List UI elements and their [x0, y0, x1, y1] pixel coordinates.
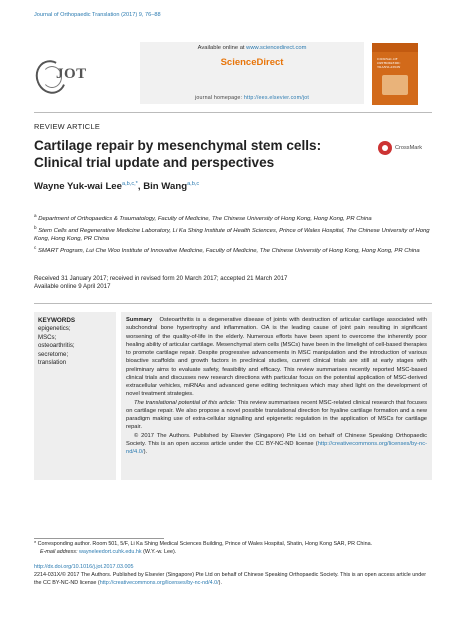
summary-text: [126, 316, 427, 456]
article-type: REVIEW ARTICLE: [34, 122, 101, 131]
corresponding-author-note: [34, 541, 432, 556]
keyword-item: epigenetics;: [38, 325, 71, 332]
affiliations: [34, 212, 432, 256]
cover-title: JOURNAL OF ORTHOPAEDIC TRANSLATION: [377, 57, 401, 70]
author-2-affil[interactable]: a,b,c: [187, 181, 200, 187]
email-link[interactable]: wayneleedort.cuhk.edu.hk: [78, 548, 142, 555]
email-end: (W.Y.-w. Lee).: [141, 548, 177, 555]
keyword-item: secretome;: [38, 350, 69, 358]
cover-stripe: [372, 43, 418, 52]
copyright-text: © 2017 The Authors. Published by Elsevier (Singapore) Pte Ltd on behalf of Chinese Speaking Orthopaedic Society. This is an open access article under the CC BY-NC-ND license (: [126, 432, 427, 447]
author-2: Bin Wang: [143, 181, 188, 193]
abstract-divider: [34, 303, 432, 304]
author-1-affil[interactable]: a,b,c,*: [121, 181, 138, 187]
author-separator: ,: [137, 181, 144, 193]
bottom-license-link[interactable]: http://creativecommons.org/licenses/by-nc-nd/4.0/: [99, 579, 219, 586]
affil-text: Stem Cells and Regenerative Medicine Laboratory, Li Ka Shing Institute of Health Sciences, Prince of Wales Hospital, The Chinese University of Hong Kong, Hong Kong, PR China: [34, 227, 430, 243]
doi-link[interactable]: http://dx.doi.org/10.1016/j.jot.2017.03.005: [34, 564, 134, 570]
corresponding-address: * Corresponding author. Room 501, 5/F, Li Ka Shing Medical Sciences Building, Prince of Wales Hospital, Shatin, Hong Kong SAR, PR China.: [34, 541, 373, 547]
title-line-2: Clinical trial update and perspectives: [34, 155, 275, 170]
crossmark-label: CrossMark: [395, 145, 423, 151]
jot-logo: [34, 52, 92, 102]
keyword-item: translation: [38, 359, 67, 367]
sciencedirect-logo: ScienceDirect: [220, 57, 284, 68]
issn-line: [34, 572, 432, 588]
author-1: Wayne Yuk-wai Lee: [34, 181, 122, 193]
translational-paragraph: [126, 399, 427, 432]
summary-body: Osteoarthritis is a degenerative disease of joints with destruction of articular cartilage associated with subchondral bone hypertrophy and inflammation. OA is the leading cause of joint pain resulting in significant worsening of the quality-of-life in the elderly. Numerous efforts have been spent to overcome the inherently poor healing ability of articular cartilage. Mesenchymal stem cells (MSCs) have been in the limelight of cell-based therapies to promote cartilage repair. Despite progressive advancements in MSC manipulation and the introduction of various bioactive scaffolds and growth factors in preclinical studies, current clinical trials are still at early stages with preliminary aims to evaluate safety, feasibility and efficacy. This review summarises recently reported MSC-based clinical trials and discusses new research directions with particular focus on the potential application of MSC-derived extracellular vehicles, miRNAs and advanced gene editing techniques which may shed light on the development of novel treatment strategies.: [126, 317, 427, 398]
journal-reference: Journal of Orthopaedic Translation (2017) 9, 76–88: [34, 12, 161, 18]
affiliation-b: [34, 224, 432, 244]
homepage-prefix: journal homepage:: [194, 95, 244, 101]
available-date: Available online 9 April 2017: [34, 283, 111, 291]
copyright-paragraph: [126, 432, 427, 457]
author-list: [34, 181, 199, 192]
translational-body: This review summarises recent MSC-related clinical research that focuses on cartilage repair. We also propose a novel possible translational direction for hyaline cartilage formation and a new paradigm making use of extra-cellular signalling and epigenetic regulation in the application of MSCs for cartilage repair.: [126, 399, 427, 431]
article-identifiers: [34, 564, 432, 587]
journal-homepage: [140, 95, 364, 101]
article-dates: [34, 275, 432, 292]
issn-end: ).: [218, 579, 222, 586]
affiliation-a: [34, 212, 432, 223]
sciencedirect-link[interactable]: www.sciencedirect.com: [246, 45, 307, 51]
article-title: [34, 137, 364, 171]
issn-text: 2214-031X/© 2017 The Authors. Published by Elsevier (Singapore) Pte Ltd on behalf of Chinese Speaking Orthopaedic Society. This is an open access article under the CC BY-NC-ND license (: [34, 571, 427, 586]
footnote-divider: [34, 538, 164, 539]
keywords-list: [38, 325, 75, 368]
affil-sup: a: [34, 213, 37, 218]
available-online: [140, 45, 364, 51]
keyword-item: osteoarthritis;: [38, 342, 75, 350]
copyright-end: ).: [143, 449, 148, 455]
translational-label: The translational potential of this article:: [134, 399, 236, 406]
summary-paragraph: [126, 316, 427, 399]
email-line: [34, 549, 432, 557]
summary-label: Summary: [126, 317, 153, 323]
affil-text: Department of Orthopaedics & Traumatology, Faculty of Medicine, The Chinese University of Hong Kong, Hong Kong, PR China: [38, 215, 372, 222]
affil-text: SMART Program, Lui Che Woo Institute of Innovative Medicine, Faculty of Medicine, The Chinese University of Hong Kong, Hong Kong, PR China: [37, 247, 420, 254]
affil-sup: b: [34, 224, 37, 230]
journal-cover: [372, 43, 418, 105]
logo-text: JOT: [56, 66, 87, 82]
header-divider: [34, 112, 432, 113]
license-link[interactable]: http://creativecommons.org/licenses/by-nc-nd/4.0/: [126, 440, 427, 455]
title-line-1: Cartilage repair by mesenchymal stem cells:: [34, 138, 322, 153]
affil-sup: c: [34, 245, 37, 251]
available-prefix: Available online at: [197, 45, 247, 51]
keyword-item: MSCs;: [38, 333, 57, 341]
crossmark-badge[interactable]: [378, 141, 432, 157]
homepage-link[interactable]: http://ees.elsevier.com/jot: [243, 95, 310, 101]
received-dates: Received 31 January 2017; received in revised form 20 March 2017; accepted 21 March 2017: [34, 275, 288, 282]
affiliation-c: [34, 244, 432, 255]
email-label: E-mail address:: [40, 548, 79, 555]
crossmark-icon: [378, 141, 392, 155]
keywords-label: KEYWORDS: [38, 317, 76, 324]
cover-image: [382, 75, 408, 95]
